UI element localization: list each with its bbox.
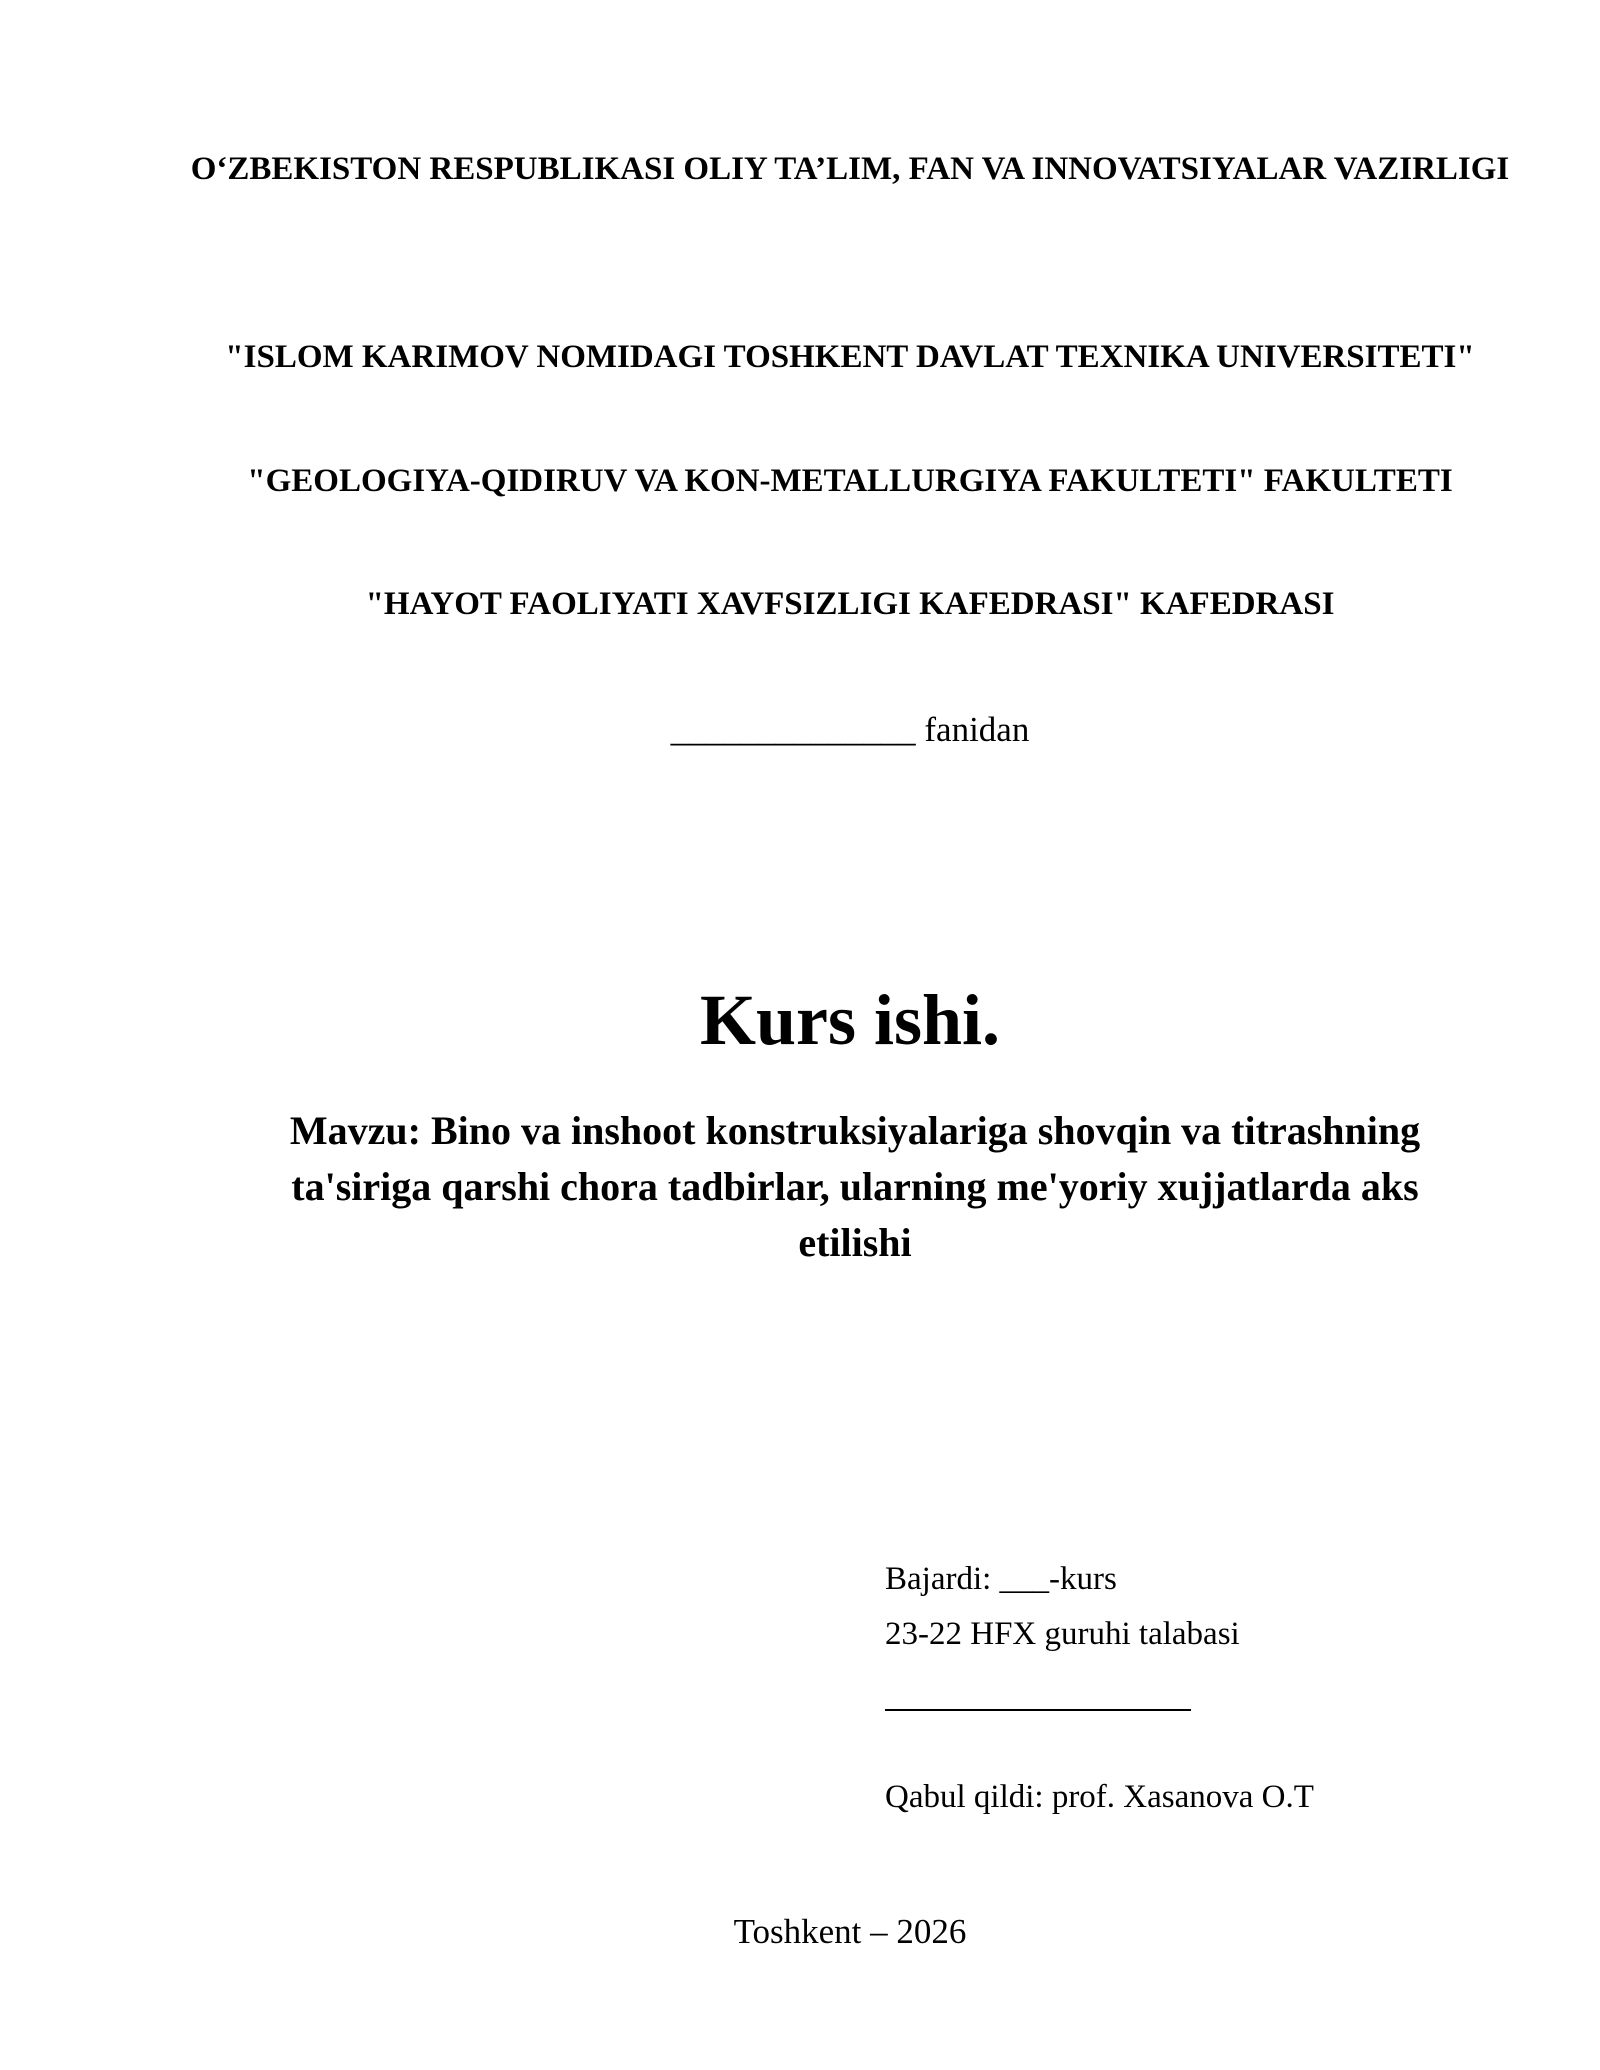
- student-group-label: 23-22 HFX guruhi talabasi: [885, 1616, 1240, 1652]
- performed-by-label: Bajardi: ___-kurs: [885, 1561, 1117, 1597]
- ministry-name: O‘ZBEKISTON RESPUBLIKASI OLIY TA’LIM, FAN VA INNOVATSIYALAR VAZIRLIGI: [190, 151, 1510, 187]
- accepted-by-label: Qabul qildi: prof. Xasanova O.T: [885, 1779, 1314, 1815]
- signature-block: [885, 1555, 1485, 1828]
- signature-line: [885, 1709, 1191, 1711]
- faculty-name: "GEOLOGIYA-QIDIRUV VA KON-METALLURGIYA FAKULTETI" FAKULTETI: [247, 463, 1453, 499]
- subject-line: ______________ fanidan: [670, 710, 1030, 749]
- topic-text: Mavzu: Bino va inshoot konstruksiyalariga shovqin va titrashning ta'siriga qarshi chora tadbirlar, ularning me'yoriy xujjatlarda aks etilishi: [289, 1108, 1421, 1265]
- place-year: Toshkent – 2026: [733, 1912, 967, 1951]
- university-name: "ISLOM KARIMOV NOMIDAGI TOSHKENT DAVLAT TEXNIKA UNIVERSITETI": [225, 339, 1475, 375]
- document-title: Kurs ishi.: [699, 980, 1001, 1060]
- department-name: "HAYOT FAOLIYATI XAVFSIZLIGI KAFEDRASI" KAFEDRASI: [365, 586, 1335, 622]
